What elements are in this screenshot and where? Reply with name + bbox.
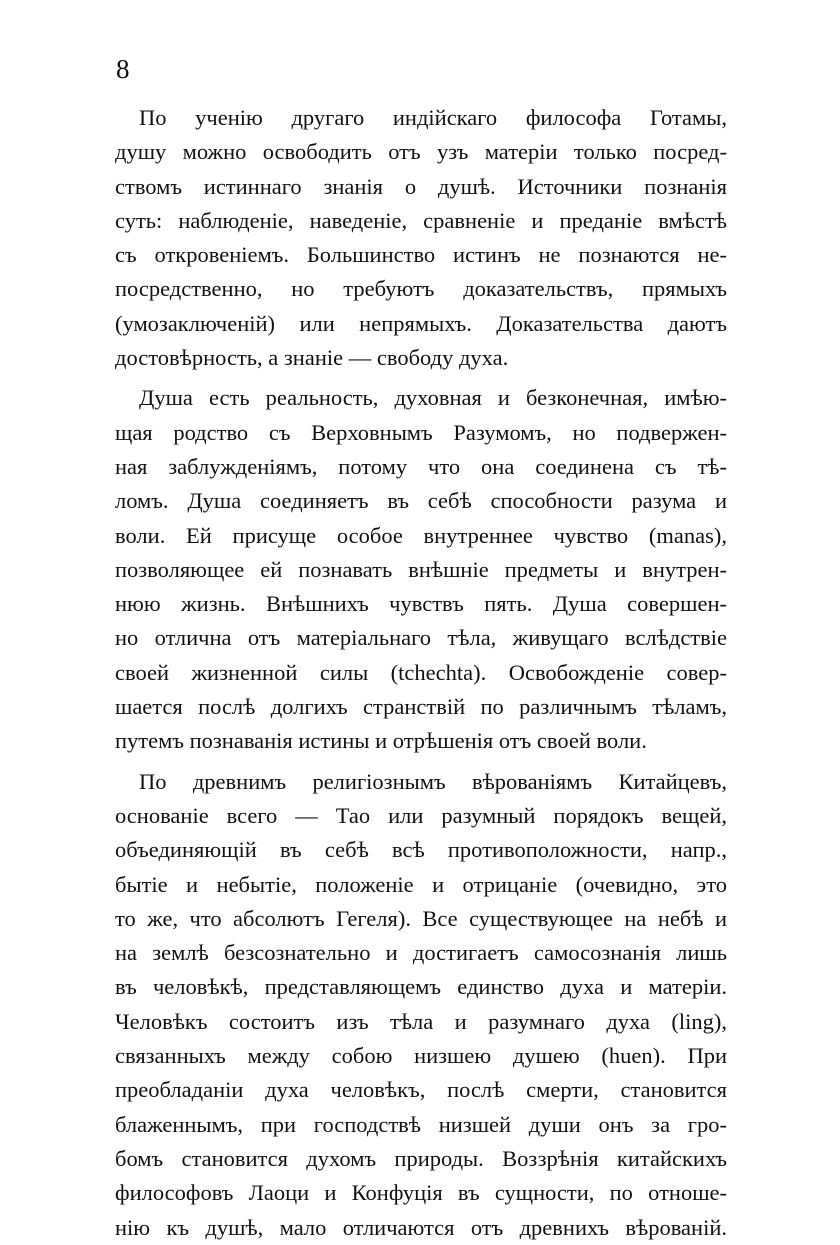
text-line: въ человѣкѣ, представляющемъ единство духа и матеріи. xyxy=(115,974,727,1000)
paragraph-gotama xyxy=(115,101,727,375)
text-line: но отлична отъ матеріальнаго тѣла, живущаго вслѣдствіе xyxy=(115,625,727,651)
text-line: основаніе всего — Тао или разумный порядокъ вещей, xyxy=(115,802,727,828)
text-line: душу можно освободить отъ узъ матеріи только посред- xyxy=(115,139,727,165)
text-line: своей жизненной силы (tchechta). Освобожденіе совер- xyxy=(115,659,727,685)
page-body xyxy=(115,101,727,1245)
text-line: По ученію другаго индійскаго философа Готамы, xyxy=(139,105,727,130)
text-line: Человѣкъ состоитъ изъ тѣла и разумнаго духа (ling), xyxy=(115,1008,727,1034)
text-line: (умозаключеній) или непрямыхъ. Доказательства даютъ xyxy=(115,310,727,336)
paragraph-soul xyxy=(115,381,727,758)
text-line: щая родство съ Верховнымъ Разумомъ, но подвержен- xyxy=(115,419,727,445)
text-line: ствомъ истиннаго знанія о душѣ. Источники познанія xyxy=(115,173,727,199)
text-line: позволяющее ей познавать внѣшніе предметы и внутрен- xyxy=(115,556,727,582)
text-line: бытіе и небытіе, положеніе и отрицаніе (очевидно, это xyxy=(115,871,727,897)
text-line: философовъ Лаоци и Конфуція въ сущности, по отноше- xyxy=(115,1180,727,1206)
text-line: нюю жизнь. Внѣшнихъ чувствъ пять. Душа совершен- xyxy=(115,591,727,617)
text-line: на землѣ безсознательно и достигаетъ самосознанія лишь xyxy=(115,940,727,966)
text-line: объединяющій въ себѣ всѣ противоположности, напр., xyxy=(115,837,727,863)
text-line: посредственно, но требуютъ доказательствъ, прямыхъ xyxy=(115,276,727,302)
text-line: воли. Ей присуще особое внутреннее чувство (manas), xyxy=(115,522,727,548)
text-line: бомъ становится духомъ природы. Воззрѣнія китайскихъ xyxy=(115,1145,727,1171)
text-line: связанныхъ между собою низшею душею (huen). При xyxy=(115,1043,727,1069)
text-line: суть: наблюденіе, наведеніе, сравненіе и преданіе вмѣстѣ xyxy=(115,207,727,233)
text-line: нію къ душѣ, мало отличаются отъ древнихъ вѣрованій. xyxy=(115,1214,727,1240)
text-line: шается послѣ долгихъ странствій по различнымъ тѣламъ, xyxy=(115,694,727,720)
text-line: ломъ. Душа соединяетъ въ себѣ способности разума и xyxy=(115,488,727,514)
text-line: преобладаніи духа человѣкъ, послѣ смерти, становится xyxy=(115,1077,727,1103)
paragraph-chinese xyxy=(115,765,727,1245)
text-line: путемъ познаванія истины и отрѣшенія отъ своей воли. xyxy=(115,728,647,754)
text-line: съ откровеніемъ. Большинство истинъ не познаются не- xyxy=(115,242,727,268)
text-line: Душа есть реальность, духовная и безконечная, имѣю- xyxy=(139,385,727,411)
text-line: блаженнымъ, при господствѣ низшей души онъ за гро- xyxy=(115,1111,727,1137)
text-line: то же, что абсолютъ Гегеля). Все существующее на небѣ и xyxy=(115,905,727,931)
text-line: достовѣрность, а знаніе — свободу духа. xyxy=(115,345,509,371)
text-line: По древнимъ религіознымъ вѣрованіямъ Китайцевъ, xyxy=(139,768,727,794)
page-number: 8 xyxy=(116,54,130,84)
text-line: ная заблужденіямъ, потому что она соединена съ тѣ- xyxy=(115,453,727,479)
